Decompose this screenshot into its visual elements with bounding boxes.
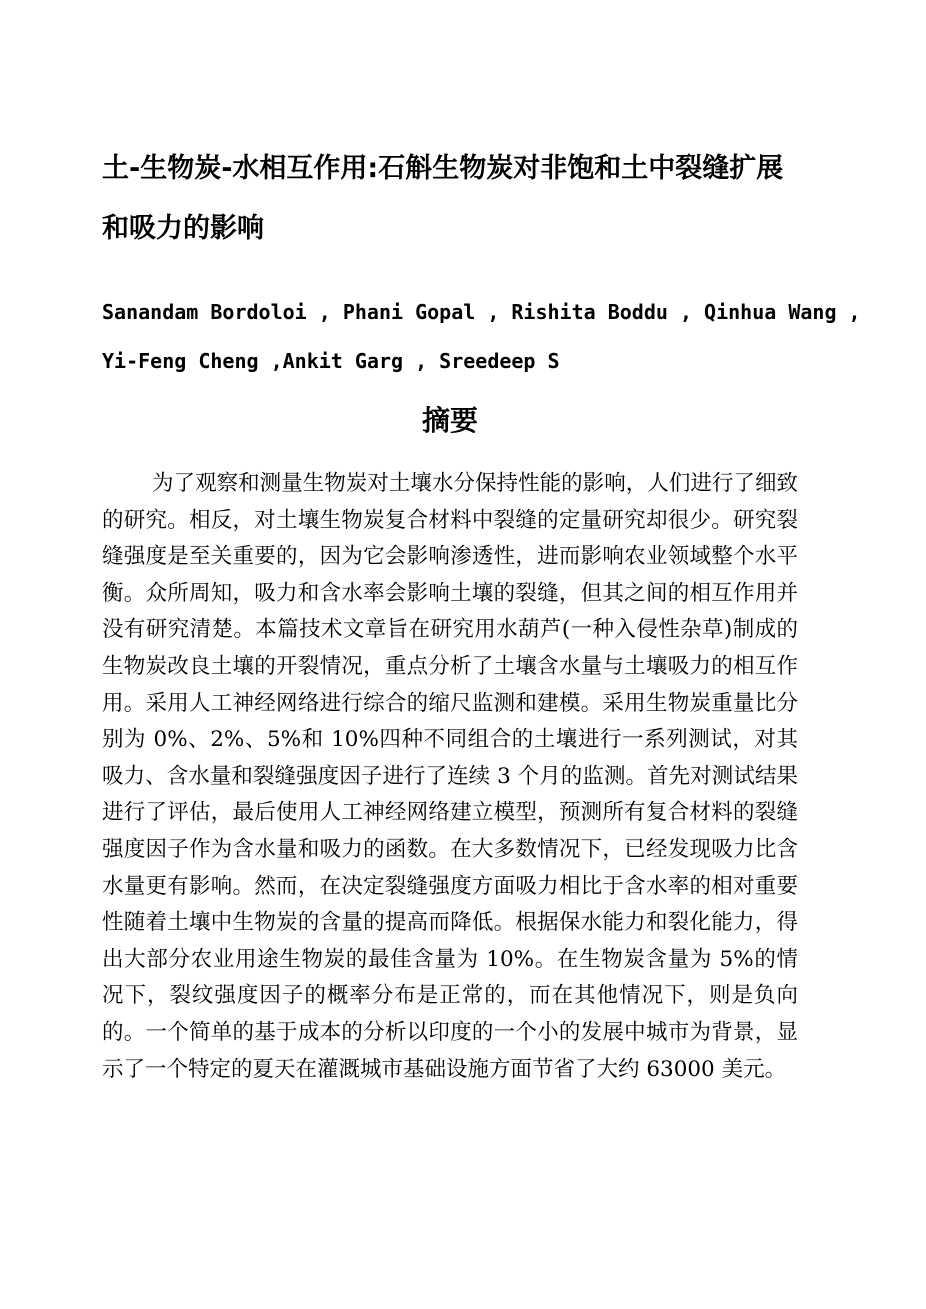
author-line-1: Sanandam Bordoloi , Phani Gopal , Rishita Boddu , Qinhua Wang , [102,300,861,324]
paper-title: 土-生物炭-水相互作用:石斛生物炭对非饱和土中裂缝扩展和吸力的影响 [102,153,784,244]
abstract-paragraph: 为了观察和测量生物炭对土壤水分保持性能的影响，人们进行了细致的研究。相反，对土壤生物炭复合材料中裂缝的定量研究却很少。研究裂缝强度是至关重要的，因为它会影响渗透性，进而影响农业领域整个水平衡。众所周知，吸力和含水率会影响土壤的裂缝，但其之间的相互作用并没有研究清楚。本篇技术文章旨在研究用水葫芦(一种入侵性杂草)制成的生物炭改良土壤的开裂情况，重点分析了土壤含水量与土壤吸力的相互作用。采用人工神经网络进行综合的缩尺监测和建模。采用生物炭重量比分别为 0%、2%、5%和 10%四种不同组合的土壤进行一系列测试，对其吸力、含水量和裂缝强度因子进行了连续 3 个月的监测。首先对测试结果进行了评估，最后使用人工神经网络建立模型，预测所有复合材料的裂缝强度因子作为含水量和吸力的函数。在大多数情况下，已经发现吸力比含水量更有影响。然而，在决定裂缝强度方面吸力相比于含水率的相对重要性随着土壤中生物炭的含量的提高而降低。根据保水能力和裂化能力，得出大部分农业用途生物炭的最佳含量为 10%。在生物炭含量为 5%的情况下，裂纹强度因子的概率分布是正常的，而在其他情况下，则是负向的。一个简单的基于成本的分析以印度的一个小的发展中城市为背景，显示了一个特定的夏天在灌溉城市基础设施方面节省了大约 63000 美元。 [102,471,798,1082]
author-list [102,288,861,386]
abstract-heading: 摘要 [421,404,478,437]
author-line-2: Yi-Feng Cheng ,Ankit Garg , Sreedeep S [102,349,560,373]
